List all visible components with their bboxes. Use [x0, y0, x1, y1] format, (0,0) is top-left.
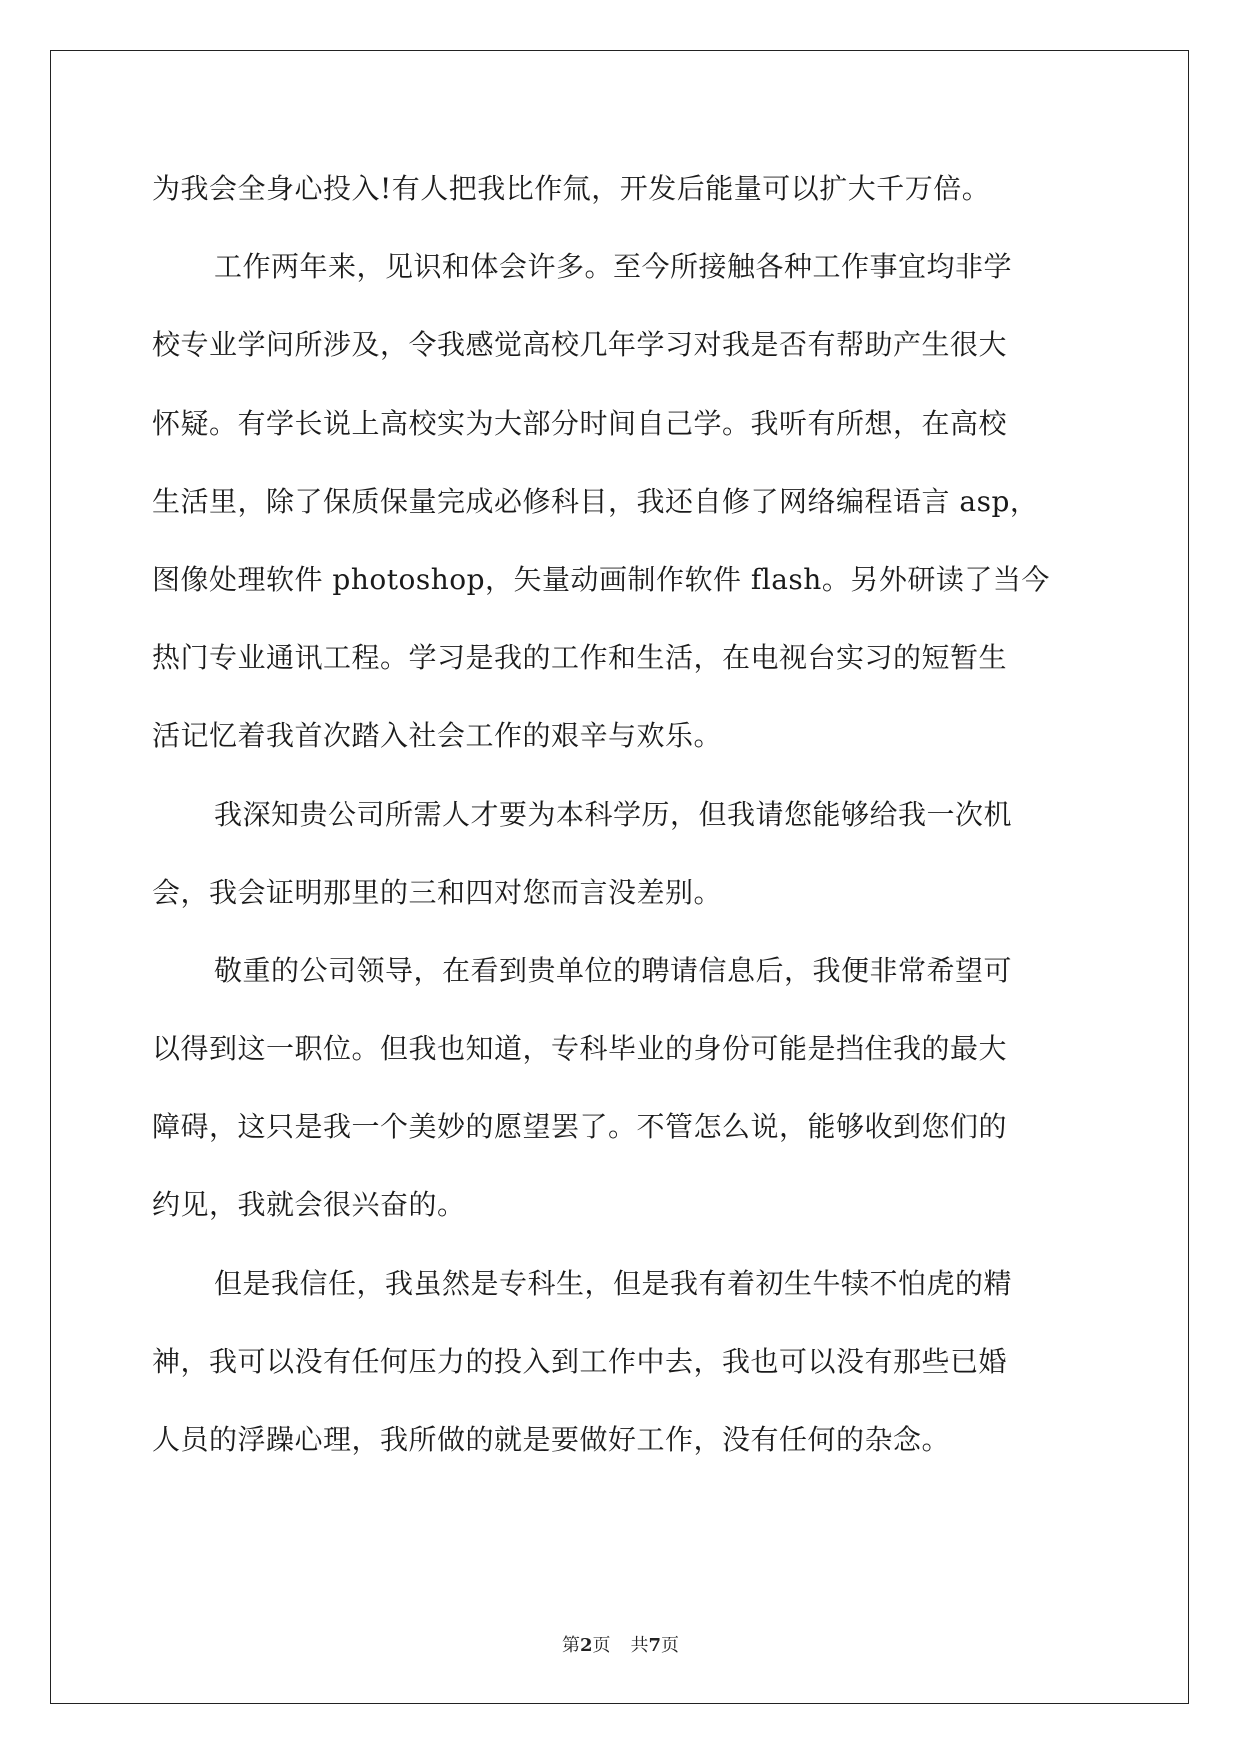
paragraph-first-line: 我深知贵公司所需人才要为本科学历，但我请您能够给我一次机	[214, 797, 1013, 831]
total-page-number: 7	[648, 1635, 662, 1656]
body-line: 校专业学问所涉及，令我感觉高校几年学习对我是否有帮助产生很大	[152, 328, 1008, 362]
paragraph-first-line: 敬重的公司领导，在看到贵单位的聘请信息后，我便非常希望可	[214, 953, 1013, 987]
current-page-number: 2	[579, 1635, 593, 1656]
page-suffix: 页	[592, 1635, 611, 1656]
page-prefix: 第	[561, 1635, 580, 1656]
body-line: 人员的浮躁心理，我所做的就是要做好工作，没有任何的杂念。	[152, 1423, 951, 1456]
body-line: 障碍，这只是我一个美妙的愿望罢了。不管怎么说，能够收到您们的	[152, 1110, 1008, 1144]
body-line: 以得到这一职位。但我也知道，专科毕业的身份可能是挡住我的最大	[152, 1032, 1008, 1066]
body-line: 活记忆着我首次踏入社会工作的艰辛与欢乐。	[152, 719, 723, 753]
body-line: 生活里，除了保质保量完成必修科目，我还自修了网络编程语言 asp，	[152, 484, 1039, 518]
body-line: 图像处理软件 photoshop，矢量动画制作软件 flash。另外研读了当今	[152, 562, 1050, 596]
paragraph-first-line: 但是我信任，我虽然是专科生，但是我有着初生牛犊不怕虎的精	[214, 1266, 1013, 1300]
body-line: 怀疑。有学长说上高校实为大部分时间自己学。我听有所想，在高校	[152, 406, 1008, 440]
total-suffix: 页	[661, 1635, 680, 1656]
paragraph-first-line: 工作两年来，见识和体会许多。至今所接触各种工作事宜均非学	[214, 250, 1013, 284]
page-footer	[0, 1631, 1241, 1657]
body-line: 为我会全身心投入!有人把我比作氚，开发后能量可以扩大千万倍。	[152, 172, 991, 205]
body-line: 约见，我就会很兴奋的。	[152, 1188, 466, 1222]
document-body	[152, 150, 1088, 1479]
body-line: 热门专业通讯工程。学习是我的工作和生活，在电视台实习的短暂生	[152, 641, 1008, 675]
body-line: 神，我可以没有任何压力的投入到工作中去，我也可以没有那些已婚	[152, 1344, 1008, 1378]
total-prefix: 共	[630, 1635, 649, 1656]
body-line: 会，我会证明那里的三和四对您而言没差别。	[152, 875, 723, 909]
